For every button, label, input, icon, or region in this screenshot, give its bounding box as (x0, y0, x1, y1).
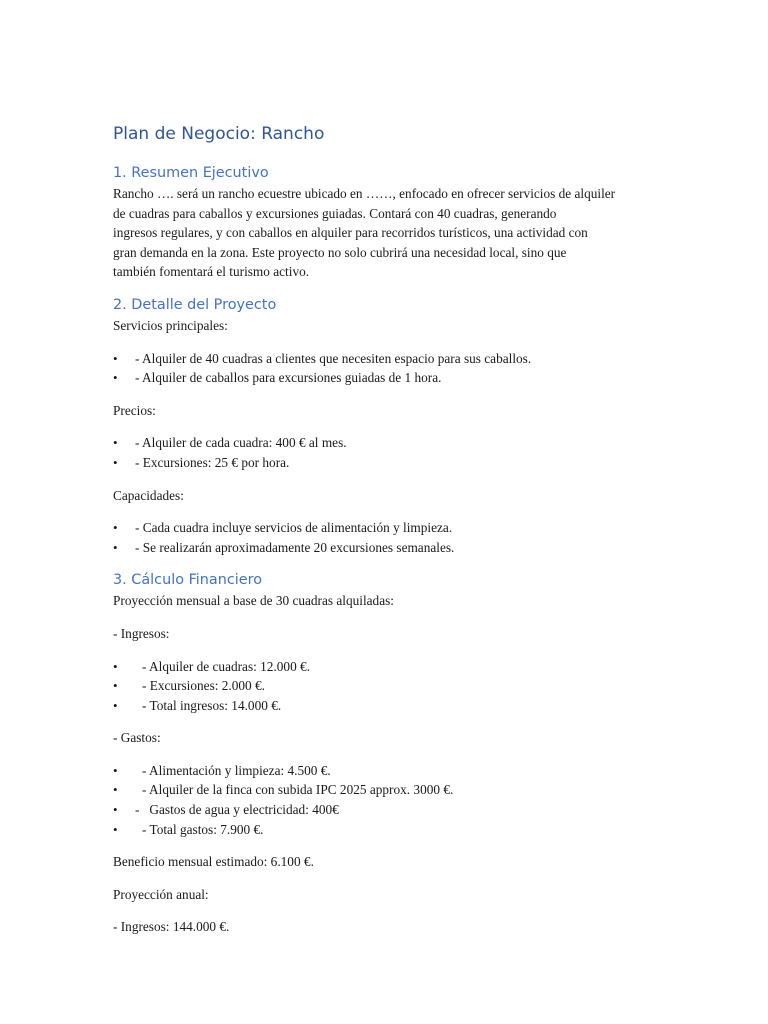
list-item: • - Alquiler de cada cuadra: 400 € al mes. (113, 433, 658, 453)
list-item: • - Alquiler de 40 cuadras a clientes que necesiten espacio para sus caballos. (113, 349, 658, 369)
list-item: • - Excursiones: 25 € por hora. (113, 453, 658, 473)
bullet-icon: • (113, 697, 118, 713)
list-item: • - Gastos de agua y electricidad: 400€ (113, 800, 658, 820)
bullet-icon: • (113, 370, 118, 386)
beneficio-mensual: Beneficio mensual estimado: 6.100 €. (113, 854, 314, 870)
list-item: • - Alquiler de caballos para excursiones guiadas de 1 hora. (113, 368, 658, 388)
bullet-icon: • (113, 782, 118, 798)
bullet-icon: • (113, 678, 118, 694)
section-heading-detalle: 2. Detalle del Proyecto (113, 296, 277, 313)
bullet-icon: • (113, 802, 118, 818)
list-item: • - Alquiler de cuadras: 12.000 €. (113, 657, 658, 677)
ingresos-label: - Ingresos: (113, 625, 170, 641)
list-item: • - Excursiones: 2.000 €. (113, 676, 658, 696)
bullet-icon: • (113, 520, 118, 536)
section-heading-calculo: 3. Cálculo Financiero (113, 572, 263, 589)
bullet-icon: • (113, 658, 118, 674)
list-item: • - Alquiler de la finca con subida IPC 2025 approx. 3000 €. (113, 780, 658, 800)
paragraph-line: gran demanda en la zona. Este proyecto no solo cubrirá una necesidad local, sino que (113, 244, 567, 260)
document-body (113, 122, 658, 937)
resumen-paragraph (113, 184, 658, 282)
list-item: • - Se realizarán aproximadamente 20 excursiones semanales. (113, 538, 658, 558)
bullet-icon: • (113, 435, 118, 451)
servicios-list (113, 349, 658, 388)
list-item: • - Total gastos: 7.900 €. (113, 820, 658, 840)
capacidades-label: Capacidades: (113, 487, 184, 503)
bullet-icon: • (113, 454, 118, 470)
paragraph-line: de cuadras para caballos y excursiones guiadas. Contará con 40 cuadras, generando (113, 205, 557, 221)
list-item: • - Alimentación y limpieza: 4.500 €. (113, 761, 658, 781)
precios-list (113, 433, 658, 472)
bullet-icon: • (113, 539, 118, 555)
calculo-intro: Proyección mensual a base de 30 cuadras alquiladas: (113, 593, 394, 609)
paragraph-line: también fomentará el turismo activo. (113, 264, 310, 280)
bullet-icon: • (113, 350, 118, 366)
document-title: Plan de Negocio: Rancho (113, 124, 325, 144)
bullet-icon: • (113, 762, 118, 778)
ingresos-list (113, 657, 658, 716)
paragraph-line: Rancho …. será un rancho ecuestre ubicado en ……, enfocado en ofrecer servicios de alquiler (113, 186, 616, 201)
capacidades-list (113, 518, 658, 557)
section-heading-resumen: 1. Resumen Ejecutivo (113, 165, 269, 181)
precios-label: Precios: (113, 402, 156, 418)
bullet-icon: • (113, 821, 118, 837)
gastos-list (113, 761, 658, 839)
gastos-label: - Gastos: (113, 730, 161, 746)
paragraph-line: ingresos regulares, y con caballos en alquiler para recorridos turísticos, una actividad con (113, 225, 588, 241)
servicios-label: Servicios principales: (113, 317, 228, 333)
anual-ingresos: - Ingresos: 144.000 €. (113, 919, 230, 935)
list-item: • - Total ingresos: 14.000 €. (113, 696, 658, 716)
proyeccion-anual-label: Proyección anual: (113, 886, 209, 902)
list-item: • - Cada cuadra incluye servicios de alimentación y limpieza. (113, 518, 658, 538)
